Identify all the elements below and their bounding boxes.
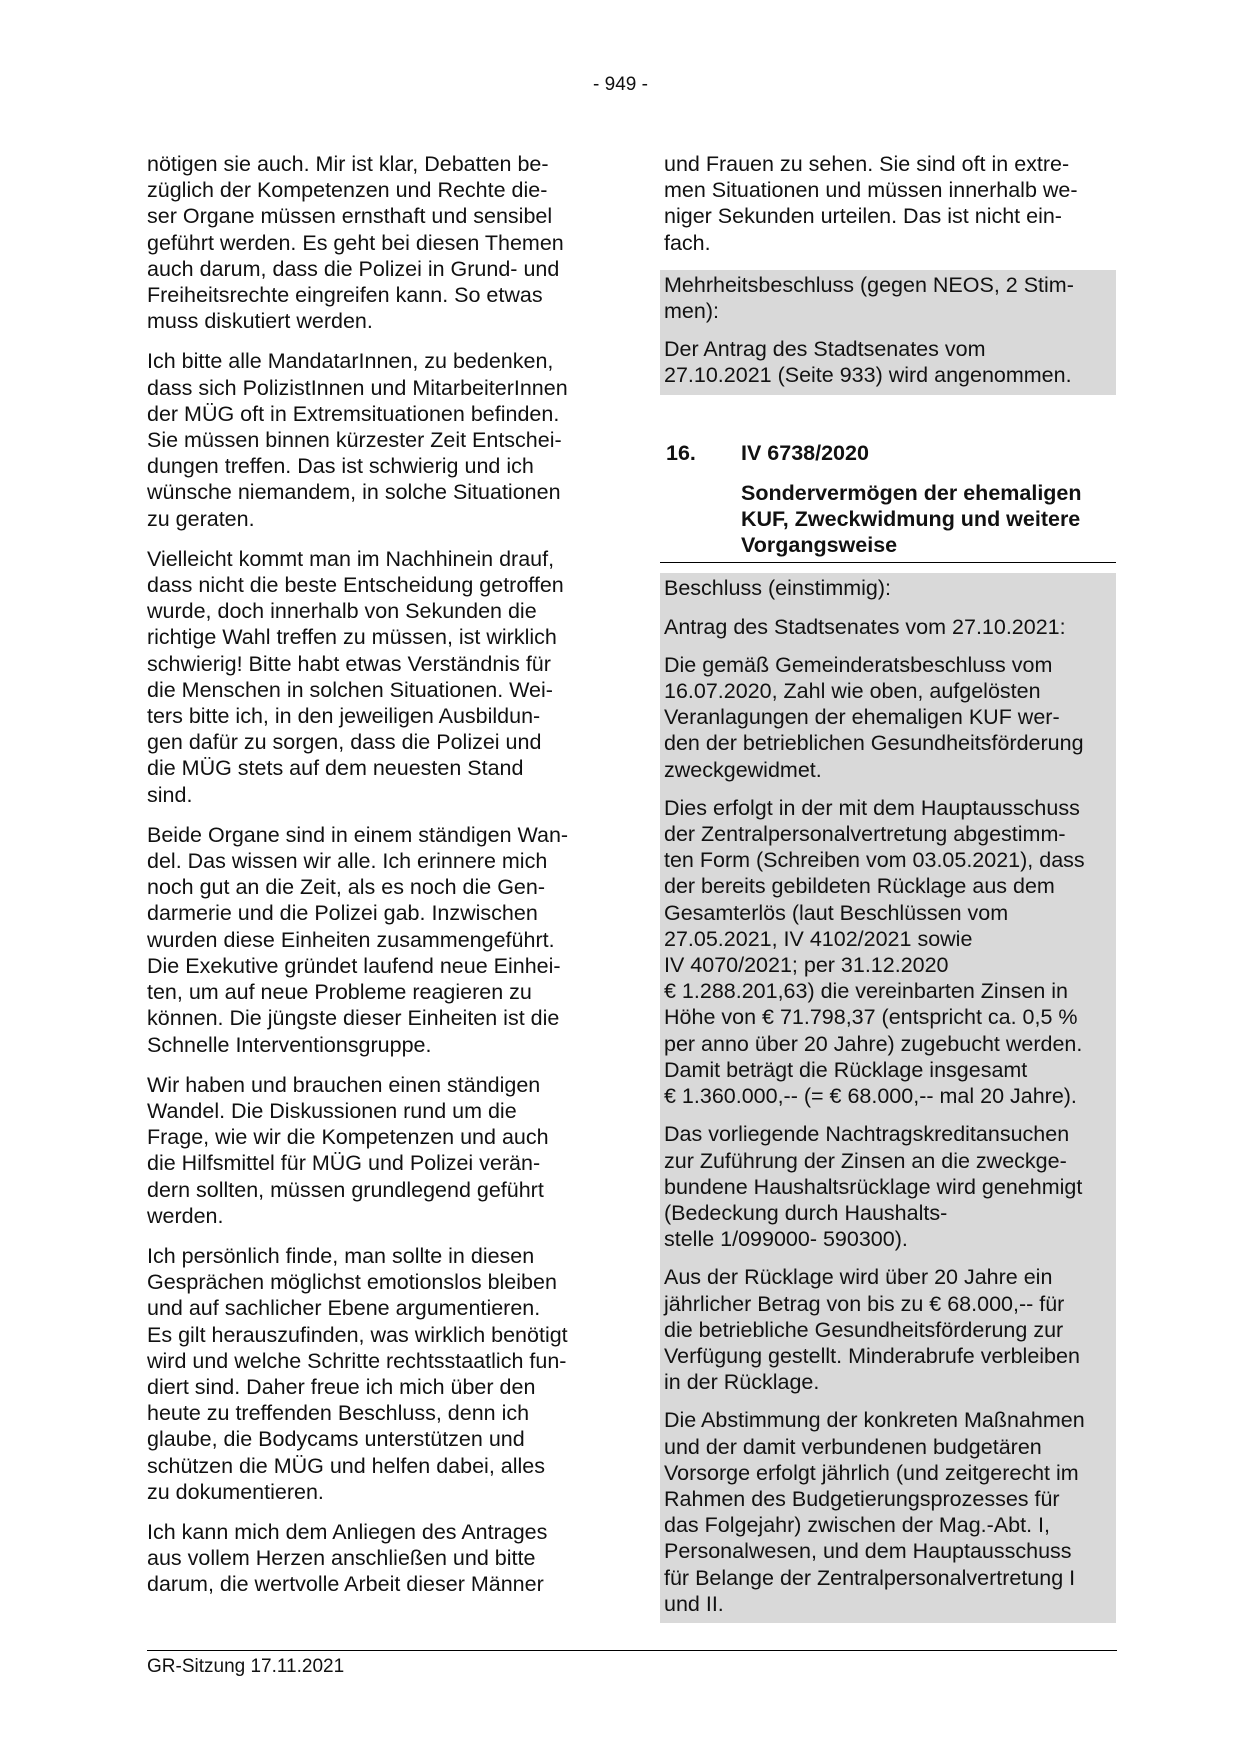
resolution-block-2 [660, 573, 1116, 1623]
right-intro-paragraph: und Frauen zu sehen. Sie sind oft in extre- men Situationen und müssen innerhalb we- niger Sekunden urteilen. Das ist nicht ein- fach. [664, 152, 1078, 255]
resolution-2-paragraph-1: Die gemäß Gemeinderatsbeschluss vom 16.07.2020, Zahl wie oben, aufgelösten Veranlagungen der ehemaligen KUF wer- den der betrieblichen Gesundheitsförderung zweckgewidmet. [664, 652, 1084, 782]
left-paragraph-3: Vielleicht kommt man im Nachhinein drauf, dass nicht die beste Entscheidung getroffen wurde, doch innerhalb von Sekunden die richtige Wahl treffen zu müssen, ist wirklich schwierig! Bitte habt etwas Verständnis für die Menschen in solchen Situationen. Wei- ters bitte ich, in den jeweiligen Ausbildun- gen dafür zu sorgen, dass die Polizei und die MÜG stets auf dem neuesten Stand sind. [147, 546, 564, 807]
page-number: - 949 - [593, 74, 648, 95]
left-paragraph-4: Beide Organe sind in einem ständigen Wan- del. Das wissen wir alle. Ich erinnere mich noch gut an die Zeit, als es noch die Gen- darmerie und die Polizei gab. Inzwischen wurden diese Einheiten zusammengeführt. Die Exekutive gründet laufend neue Einhei- ten, um auf neue Probleme reagieren zu können. Die jüngste dieser Einheiten ist die Schnelle Interventionsgruppe. [147, 822, 569, 1057]
resolution-2-vote: Beschluss (einstimmig): [664, 576, 891, 601]
resolution-1-vote: Mehrheitsbeschluss (gegen NEOS, 2 Stim- men): [664, 272, 1074, 324]
left-paragraph-7: Ich kann mich dem Anliegen des Antrages aus vollem Herzen anschließen und bitte darum, die wertvolle Arbeit dieser Männer [147, 1519, 548, 1597]
item-divider [660, 562, 1116, 563]
agenda-item-header [664, 440, 1116, 559]
agenda-item-title: Sondervermögen der ehemaligen KUF, Zweckwidmung und weitere Vorgangsweise [741, 480, 1082, 558]
left-column [147, 151, 597, 1612]
footer-divider [147, 1650, 1117, 1651]
left-paragraph-2: Ich bitte alle MandatarInnen, zu bedenken, dass sich PolizistInnen und MitarbeiterInnen der MÜG oft in Extremsituationen befinden. Sie müssen binnen kürzester Zeit Entschei- dungen treffen. Das ist schwierig und ich wünsche niemandem, in solche Situationen zu geraten. [147, 349, 568, 531]
agenda-item-number: 16. [666, 440, 696, 465]
resolution-2-paragraph-5: Die Abstimmung der konkreten Maßnahmen und der damit verbundenen budgetären Vorsorge erfolgt jährlich (und zeitgerecht im Rahmen des Budgetierungsprozesses für das Folgejahr) zwischen der Mag.-Abt. I, Personalwesen, und dem Hauptausschuss für Belange der Zentralpersonalvertretung I und II. [664, 1408, 1085, 1616]
footer-session-date: GR-Sitzung 17.11.2021 [147, 1656, 345, 1677]
resolution-2-paragraph-3: Das vorliegende Nachtragskreditansuchen zur Zuführung der Zinsen an die zweckge- bundene Haushaltsrücklage wird genehmigt (Bedeckung durch Haushalts- stelle 1/099000- 590300). [664, 1122, 1083, 1252]
resolution-1-text: Der Antrag des Stadtsenates vom 27.10.2021 (Seite 933) wird angenommen. [664, 337, 1072, 388]
resolution-2-paragraph-2: Dies erfolgt in der mit dem Hauptausschuss der Zentralpersonalvertretung abgestimm- ten Form (Schreiben vom 03.05.2021), dass der bereits gebildeten Rücklage aus dem Gesamterlös (laut Beschlüssen vom 27.05.2021, IV 4102/2021 sowie IV 4070/2021; per 31.12.2020 € 1.288.201,63) die vereinbarten Zinsen in Höhe von € 71.798,37 (entspricht ca. 0,5 % per anno über 20 Jahre) zugebucht werden. Damit beträgt die Rücklage insgesamt € 1.360.000,-- (= € 68.000,-- mal 20 Jahre). [664, 795, 1085, 1109]
resolution-2-paragraph-4: Aus der Rücklage wird über 20 Jahre ein jährlicher Betrag von bis zu € 68.000,-- für die betriebliche Gesundheitsförderung zur Verfügung gestellt. Minderabrufe verbleiben in der Rücklage. [664, 1265, 1080, 1395]
agenda-item-reference: IV 6738/2020 [741, 440, 869, 465]
resolution-block-1 [660, 270, 1116, 395]
right-column [664, 151, 1116, 1623]
left-paragraph-5: Wir haben und brauchen einen ständigen Wandel. Die Diskussionen rund um die Frage, wie wir die Kompetenzen und auch die Hilfsmittel für MÜG und Polizei verän- dern sollten, müssen grundlegend geführt werden. [147, 1072, 549, 1228]
resolution-2-motion: Antrag des Stadtsenates vom 27.10.2021: [664, 614, 1066, 639]
left-paragraph-1: nötigen sie auch. Mir ist klar, Debatten be- züglich der Kompetenzen und Rechte die- ser Organe müssen ernsthaft und sensibel geführt werden. Es geht bei diesen Themen auch darum, dass die Polizei in Grund- und Freiheitsrechte eingreifen kann. So etwas muss diskutiert werden. [147, 152, 564, 334]
left-paragraph-6: Ich persönlich finde, man sollte in diesen Gesprächen möglichst emotionslos bleiben und auf sachlicher Ebene argumentieren. Es gilt herauszufinden, was wirklich benötigt wird und welche Schritte rechtsstaatlich fun- diert sind. Daher freue ich mich über den heute zu treffenden Beschluss, denn ich glaube, die Bodycams unterstützen und schützen die MÜG und helfen dabei, alles zu dokumentieren. [147, 1243, 568, 1504]
